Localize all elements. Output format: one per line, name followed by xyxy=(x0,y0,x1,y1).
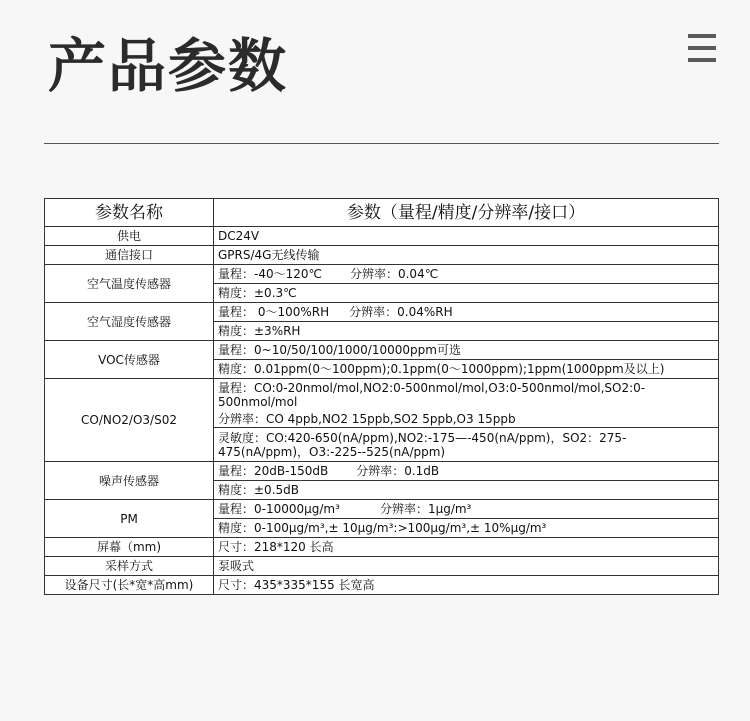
row-value: 灵敏度：CO:420-650(nA/ppm),NO2:-175—-450(nA/ppm)，SO2：275-475(nA/ppm)，O3:-225--525(nA/ppm) xyxy=(214,428,719,462)
title-divider xyxy=(44,143,719,144)
resolution-value: 分辨率：0.1dB xyxy=(356,464,440,478)
menu-bar xyxy=(688,46,716,50)
table-row xyxy=(45,227,719,246)
row-name: 屏幕（mm) xyxy=(45,538,214,557)
header-param-value: 参数（量程/精度/分辨率/接口） xyxy=(214,199,719,227)
spec-table xyxy=(44,198,719,595)
table-row xyxy=(45,538,719,557)
resolution-value: 分辨率：0.04℃ xyxy=(349,267,439,281)
row-value xyxy=(214,500,719,519)
table-row xyxy=(45,379,719,428)
table-header-row xyxy=(45,199,719,227)
resolution-value: 分辨率：1μg/m³ xyxy=(379,502,472,516)
range-value: 量程：0-10000μg/m³ xyxy=(218,502,340,516)
row-name: 供电 xyxy=(45,227,214,246)
hamburger-menu-icon[interactable] xyxy=(688,34,716,64)
row-value: 精度：0.01ppm(0～100ppm);0.1ppm(0～1000ppm);1ppm(1000ppm及以上) xyxy=(214,360,719,379)
row-name: 设备尺寸(长*宽*高mm) xyxy=(45,576,214,595)
table-row xyxy=(45,462,719,481)
table-row xyxy=(45,576,719,595)
table-row xyxy=(45,265,719,284)
row-name: 空气温度传感器 xyxy=(45,265,214,303)
row-name: 通信接口 xyxy=(45,246,214,265)
row-name: CO/NO2/O3/S02 xyxy=(45,379,214,462)
row-value: 尺寸：435*335*155 长宽高 xyxy=(214,576,719,595)
row-value: 精度：±0.5dB xyxy=(214,481,719,500)
table-row xyxy=(45,303,719,322)
row-name: 噪声传感器 xyxy=(45,462,214,500)
row-name: 空气湿度传感器 xyxy=(45,303,214,341)
row-value: 精度：±0.3℃ xyxy=(214,284,719,303)
range-value: 量程：20dB-150dB xyxy=(218,464,329,478)
row-value: 量程：0~10/50/100/1000/10000ppm可选 xyxy=(214,341,719,360)
table-row xyxy=(45,341,719,360)
range-value: 量程：-40～120℃ xyxy=(218,267,322,281)
menu-bar xyxy=(688,58,716,62)
row-value: 精度：0-100μg/m³,± 10μg/m³:>100μg/m³,± 10%μg/m³ xyxy=(214,519,719,538)
row-value xyxy=(214,462,719,481)
table-row xyxy=(45,500,719,519)
row-value: DC24V xyxy=(214,227,719,246)
menu-bar xyxy=(688,34,716,38)
resolution-value: 分辨率：CO 4ppb,NO2 15ppb,SO2 5ppb,O3 15ppb xyxy=(218,411,516,426)
page-title: 产品参数 xyxy=(48,32,289,100)
row-value xyxy=(214,379,719,428)
row-name: PM xyxy=(45,500,214,538)
row-value: 精度：±3%RH xyxy=(214,322,719,341)
range-value: 量程：CO:0-20nmol/mol,NO2:0-500nmol/mol,O3:0-500nmol/mol,SO2:0-500nmol/mol xyxy=(218,380,646,409)
header-param-name: 参数名称 xyxy=(45,199,214,227)
row-value xyxy=(214,265,719,284)
resolution-value: 分辨率：0.04%RH xyxy=(349,305,453,319)
row-name: VOC传感器 xyxy=(45,341,214,379)
range-value: 量程： 0～100%RH xyxy=(218,305,330,319)
table-row xyxy=(45,557,719,576)
row-value: 泵吸式 xyxy=(214,557,719,576)
row-value xyxy=(214,303,719,322)
table-row xyxy=(45,246,719,265)
row-name: 采样方式 xyxy=(45,557,214,576)
row-value: 尺寸：218*120 长高 xyxy=(214,538,719,557)
row-value: GPRS/4G无线传输 xyxy=(214,246,719,265)
